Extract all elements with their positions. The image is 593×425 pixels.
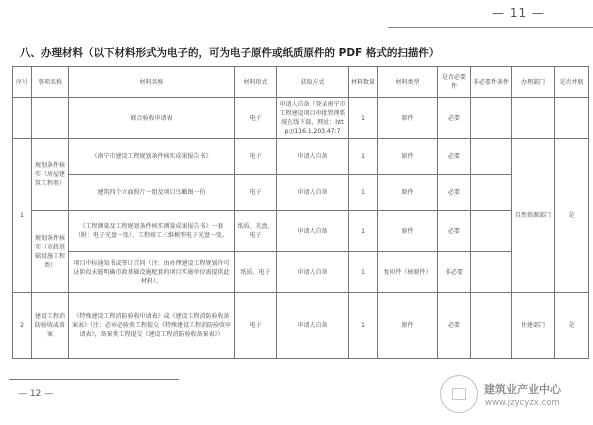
header-item: 事项名称 <box>32 67 69 98</box>
header-required: 是否必要件 <box>438 67 471 98</box>
material-form: 纸质、光盘、电子 <box>235 211 277 252</box>
page-number-bottom: — 12 — <box>18 389 54 399</box>
material-name: 《工程测量及工程规划条件核实测量成果报告书》一套（附：电子光盘一张）、工程竣工三维模型电子光盘一张。 <box>69 211 235 252</box>
row-item: 建设工程消防验收或备案 <box>32 293 69 359</box>
material-method: 申请人自备 <box>277 139 349 175</box>
material-name: 《南宁市建设工程规划条件核实成果报告书》 <box>69 139 235 175</box>
table-row <box>13 211 589 252</box>
material-quantity: 1 <box>349 211 378 252</box>
header-quantity: 材料数量 <box>349 67 378 98</box>
header-department: 办理部门 <box>512 67 555 98</box>
material-quantity: 1 <box>349 175 378 211</box>
material-method: 申请人自备 <box>277 175 349 211</box>
watermark-url: www.jzycyzx.com <box>485 398 560 408</box>
row-seq: 1 <box>13 139 32 293</box>
materials-table <box>12 66 589 359</box>
material-type: 原件 <box>378 211 438 252</box>
header-type: 材料类型 <box>378 67 438 98</box>
header-material-name: 材料名称 <box>69 67 235 98</box>
material-method: 申请人自备 <box>277 293 349 359</box>
material-form: 电子 <box>235 139 277 175</box>
header-parallel: 是否并联 <box>555 67 589 98</box>
table-row <box>13 98 589 139</box>
row-parallel: 是 <box>555 139 589 293</box>
header-rule <box>388 27 593 28</box>
table-row <box>13 139 589 175</box>
section-heading: 八、办理材料（以下材料形式为电子的，可为电子原件或纸质原件的 PDF 格式的扫描件） <box>20 47 440 59</box>
material-type: 原件 <box>378 293 438 359</box>
row-seq: 2 <box>13 293 32 359</box>
table-row <box>13 175 589 211</box>
row-item: 规划条件核实（市政基础设施工程类） <box>32 211 69 293</box>
material-method: 申请人自备（登录南宁市工程建设项目审批管理系统在线下载，网址：http://116.1.203.47:7 <box>277 98 349 139</box>
row-item: 规划条件核实（房屋建筑工程类） <box>32 139 69 211</box>
header-seq: 序号 <box>13 67 32 98</box>
material-method: 申请人自备 <box>277 211 349 252</box>
material-form: 纸质、电子 <box>235 252 277 293</box>
table-header-row <box>13 67 589 98</box>
row-parallel: 是 <box>555 293 589 359</box>
material-type: 原件 <box>378 175 438 211</box>
header-method: 获取方式 <box>277 67 349 98</box>
material-required: 必要 <box>438 293 471 359</box>
watermark-logo-icon <box>440 375 478 413</box>
material-required: 必要 <box>438 175 471 211</box>
watermark-name: 建筑业产业中心 <box>484 383 561 396</box>
material-type: 复印件（核原件） <box>378 252 438 293</box>
material-required: 必要 <box>438 98 471 139</box>
material-type: 原件 <box>378 139 438 175</box>
material-name: 项目中标通知书或签订合同（注：由办理建设工程规划许可证阶段未能明确市政基础设施配套的项目实施单位需提供此材料）。 <box>69 252 235 293</box>
material-quantity: 1 <box>349 139 378 175</box>
material-form: 电子 <box>235 175 277 211</box>
table-row <box>13 293 589 359</box>
table-row <box>13 252 589 293</box>
material-type: 原件 <box>378 98 438 139</box>
material-quantity: 1 <box>349 252 378 293</box>
material-quantity: 1 <box>349 98 378 139</box>
material-name: 建筑四个立面照片一组及项目鸟瞰图一份 <box>69 175 235 211</box>
page-number-top: — 11 — <box>492 6 545 20</box>
material-name: 《特殊建设工程消防验收申请表》或《建设工程消防验收备案表》（注：必审必验类工程提交《特殊建设工程消防验收申请表》，备案类工程提交《建设工程消防验收备案表》） <box>69 293 235 359</box>
material-required: 非必要 <box>438 252 471 293</box>
header-optional-condition: 非必要件条件 <box>471 67 512 98</box>
material-required: 必要 <box>438 211 471 252</box>
row-department: 住建部门 <box>512 293 555 359</box>
material-form: 电子 <box>235 293 277 359</box>
material-quantity: 1 <box>349 293 378 359</box>
material-method: 申请人自备 <box>277 252 349 293</box>
material-name: 联合验收申请表 <box>69 98 235 139</box>
building-icon <box>452 388 466 400</box>
header-material-form: 材料形式 <box>235 67 277 98</box>
material-required: 必要 <box>438 139 471 175</box>
material-form: 电子 <box>235 98 277 139</box>
footer-rule <box>9 379 179 380</box>
row-department: 自然资源部门 <box>512 139 555 293</box>
